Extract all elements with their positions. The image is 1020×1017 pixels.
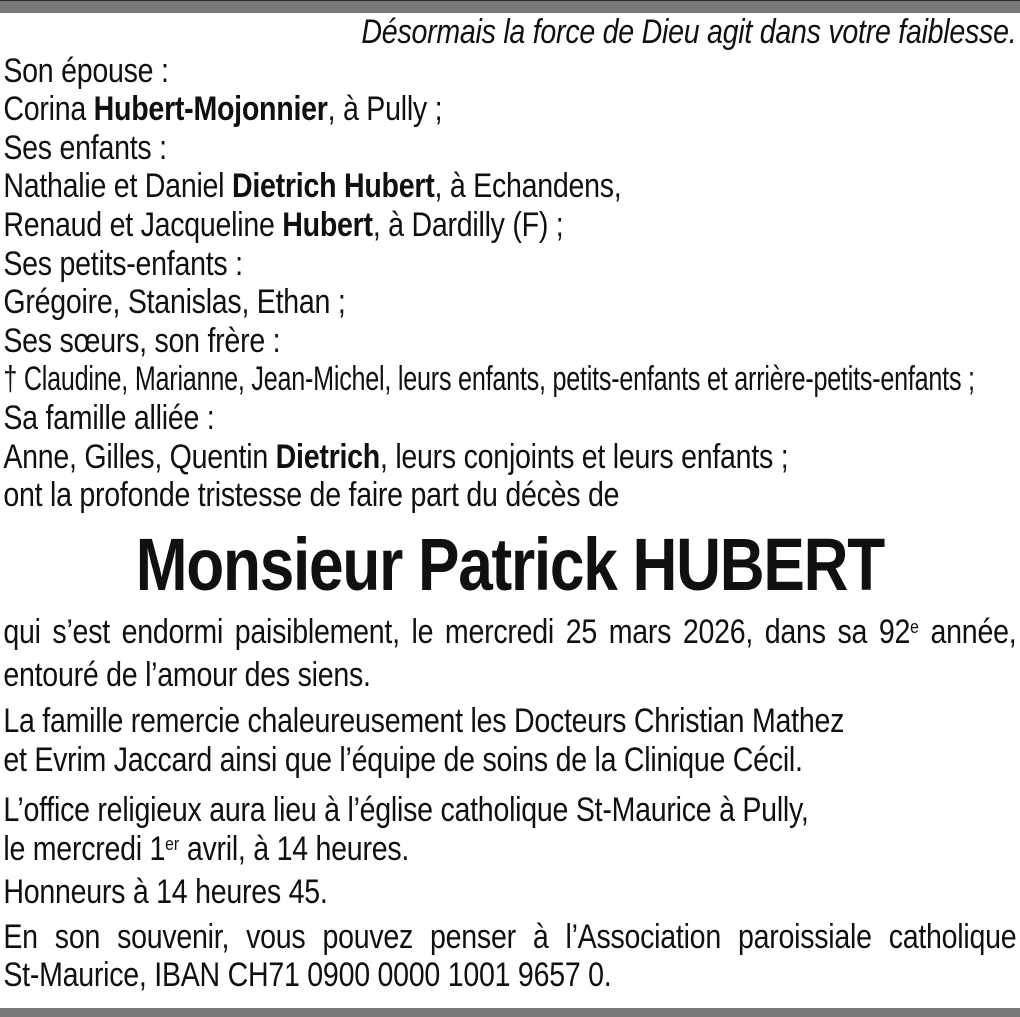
family-line bbox=[3, 438, 1016, 477]
service-paragraph bbox=[3, 791, 1016, 912]
death-line-text: qui s’est endormi paisiblement, le mercredi 25 mars 2026, dans sa 92 bbox=[3, 612, 911, 651]
family-line-text: Son épouse : bbox=[3, 51, 169, 90]
family-line-text: Renaud et Jacqueline bbox=[3, 205, 283, 244]
thanks-line bbox=[3, 702, 1016, 741]
family-name-bold: Dietrich Hubert bbox=[231, 167, 435, 206]
death-line bbox=[3, 613, 1016, 657]
family-name-bold: Dietrich bbox=[275, 437, 380, 476]
family-line bbox=[3, 129, 1016, 168]
memorial-paragraph bbox=[3, 918, 1016, 995]
family-list bbox=[3, 52, 1016, 515]
family-line bbox=[3, 206, 1016, 245]
family-line-text: , à Echandens, bbox=[434, 167, 622, 206]
ordinal-superscript: e bbox=[910, 616, 919, 637]
family-line bbox=[3, 476, 1016, 515]
epigraph: Désormais la force de Dieu agit dans votre faiblesse. bbox=[361, 13, 1017, 51]
family-line-text: Nathalie et Daniel bbox=[3, 167, 232, 206]
memorial-line bbox=[3, 956, 1016, 995]
bottom-border-bar bbox=[0, 1008, 1020, 1017]
family-line-text: Ses enfants : bbox=[3, 128, 167, 167]
service-line-text: L’office religieux aura lieu à l’église catholique St-Maurice à Pully, bbox=[3, 791, 809, 830]
family-line-text: , à Dardilly (F) ; bbox=[372, 205, 564, 244]
family-line-text: Sa famille alliée : bbox=[3, 398, 215, 437]
death-line bbox=[3, 656, 1016, 695]
service-line-text: le mercredi 1 bbox=[3, 829, 166, 868]
family-line-text: † Claudine, Marianne, Jean-Michel, leurs enfants, petits-enfants et arrière-petits-enfants ; bbox=[3, 360, 975, 399]
family-line-text: Anne, Gilles, Quentin bbox=[3, 437, 276, 476]
family-line-text: Corina bbox=[3, 90, 94, 129]
family-name-bold: Hubert bbox=[282, 205, 373, 244]
family-line bbox=[3, 399, 1016, 438]
deceased-name-title: Monsieur Patrick HUBERT bbox=[135, 522, 884, 606]
memorial-line-text: St-Maurice, IBAN CH71 0900 0000 1001 9657 0. bbox=[3, 956, 612, 995]
service-line-text: Honneurs à 14 heures 45. bbox=[3, 873, 328, 912]
service-line bbox=[3, 873, 1016, 912]
memorial-line-text: En son souvenir, vous pouvez penser à l’Association paroissiale catholique bbox=[3, 917, 1017, 956]
service-line-text: avril, à 14 heures. bbox=[179, 829, 410, 868]
family-line-text: Grégoire, Stanislas, Ethan ; bbox=[3, 283, 346, 322]
top-border-bar bbox=[0, 0, 1020, 13]
family-line-text: Ses sœurs, son frère : bbox=[3, 321, 281, 360]
death-paragraph bbox=[3, 613, 1016, 695]
family-line-text: ont la profonde tristesse de faire part du décès de bbox=[3, 476, 620, 515]
family-line bbox=[3, 322, 1016, 361]
death-notice bbox=[0, 13, 1020, 995]
death-line-text: année, bbox=[918, 612, 1017, 651]
family-line-text: Ses petits-enfants : bbox=[3, 244, 243, 283]
thanks-line-text: et Evrim Jaccard ainsi que l’équipe de soins de la Clinique Cécil. bbox=[3, 740, 803, 779]
family-line bbox=[3, 245, 1016, 284]
family-line-deceased-siblings bbox=[3, 360, 975, 399]
family-line-text: , à Pully ; bbox=[327, 90, 443, 129]
family-line bbox=[3, 52, 1016, 91]
family-line bbox=[3, 167, 1016, 206]
service-line bbox=[3, 830, 1016, 874]
thanks-paragraph bbox=[3, 702, 1016, 779]
thanks-line-text: La famille remercie chaleureusement les Docteurs Christian Mathez bbox=[3, 701, 845, 740]
family-line bbox=[3, 283, 1016, 322]
service-line bbox=[3, 791, 1016, 830]
thanks-line bbox=[3, 741, 1016, 780]
family-name-bold: Hubert-Mojonnier bbox=[93, 90, 328, 129]
death-line-text: entouré de l’amour des siens. bbox=[3, 656, 371, 695]
family-line bbox=[3, 90, 1016, 129]
memorial-line bbox=[3, 918, 1016, 957]
ordinal-superscript: er bbox=[165, 832, 180, 854]
family-line-text: , leurs conjoints et leurs enfants ; bbox=[379, 437, 789, 476]
